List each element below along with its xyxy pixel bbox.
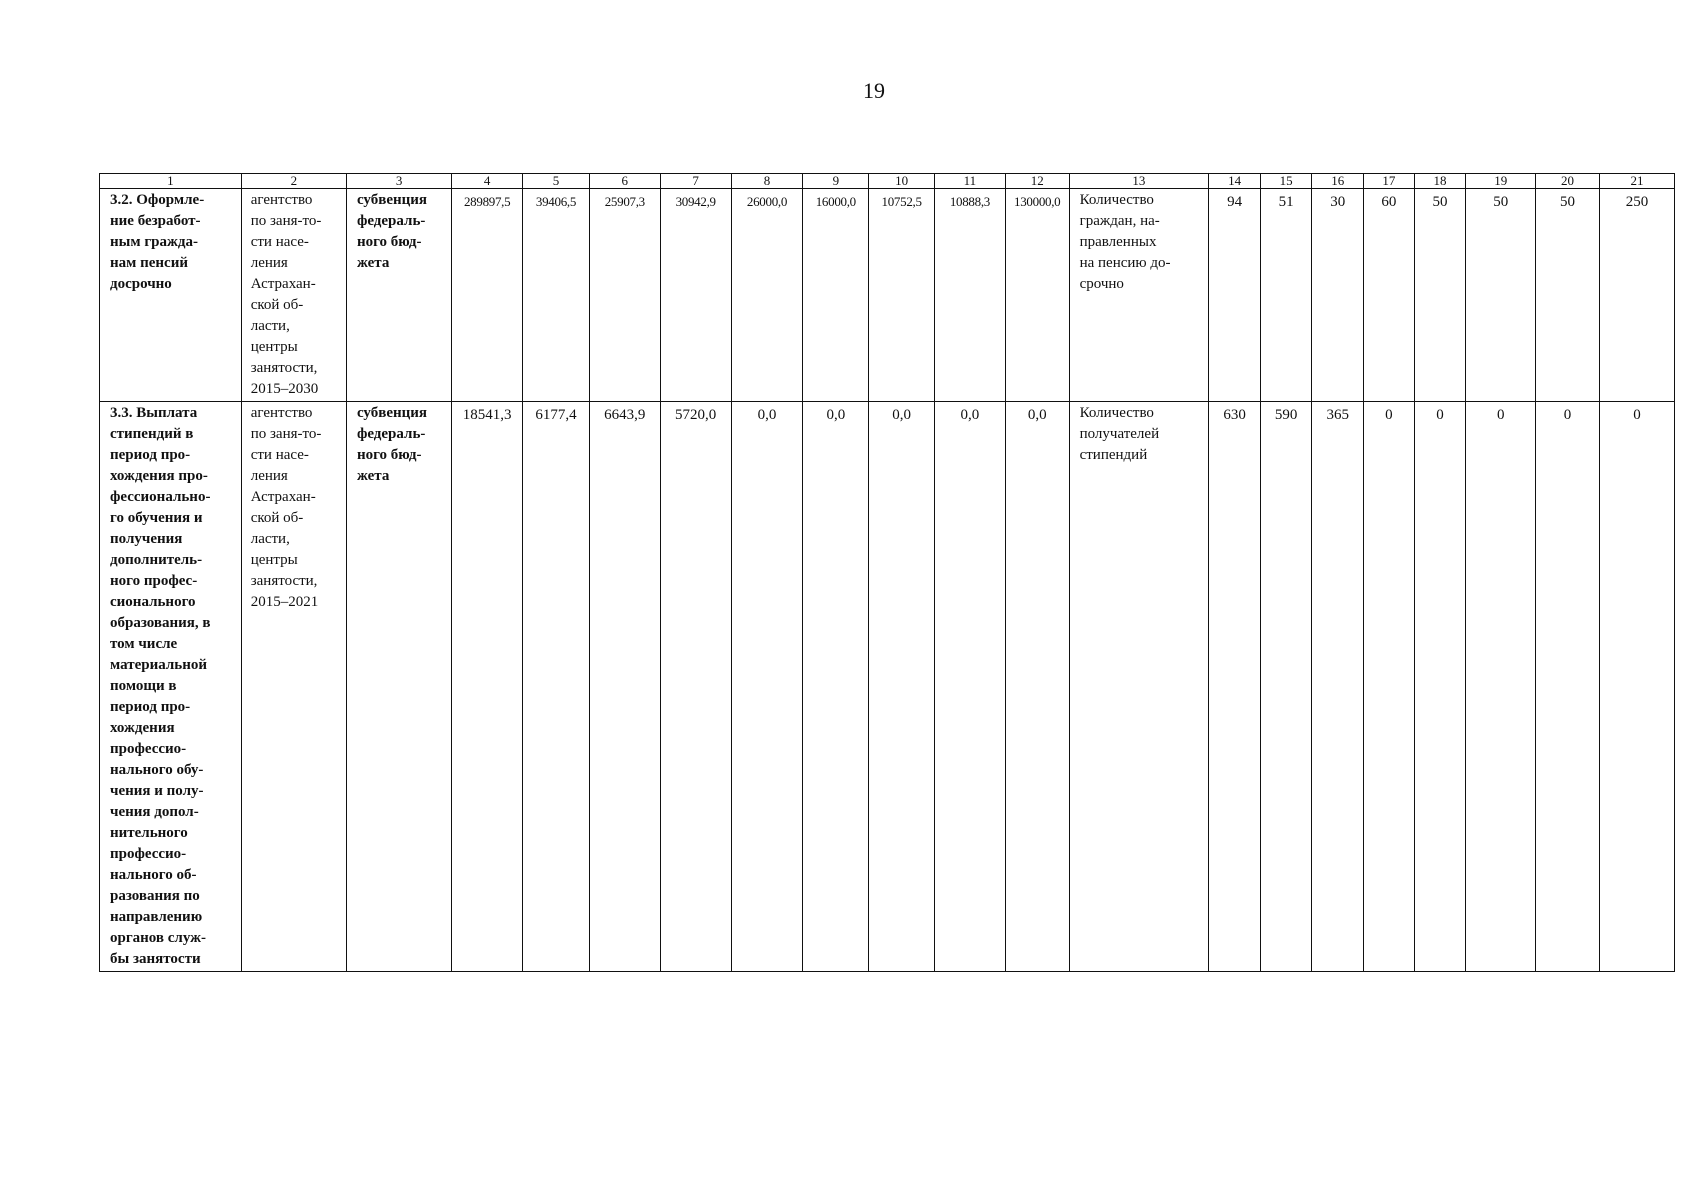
text-line: нительного [110,825,188,841]
indicator-value: 50 [1466,189,1536,402]
indicator-value: 50 [1414,189,1466,402]
column-number: 7 [660,174,731,189]
text-line: правленных [1079,234,1157,250]
column-number: 9 [803,174,869,189]
indicator-value: 365 [1312,402,1364,972]
indicator-value: 250 [1599,189,1674,402]
indicator-value: 94 [1209,189,1261,402]
indicator-value: 0 [1364,402,1415,972]
finance-value: 25907,3 [589,189,660,402]
text-line: федераль- [356,213,426,229]
text-line: помощи в [110,678,177,694]
finance-value: 130000,0 [1005,189,1069,402]
finance-value: 16000,0 [803,189,869,402]
column-number: 2 [241,174,346,189]
indicator-value: 590 [1260,402,1312,972]
indicator-value: 60 [1364,189,1415,402]
column-number: 12 [1005,174,1069,189]
program-measures-table [99,173,1675,972]
text-line: нального об- [110,867,197,883]
finance-value: 0,0 [731,402,803,972]
column-number: 8 [731,174,803,189]
text-line: образования, в [110,615,211,631]
text-line: жета [356,468,390,484]
column-number: 10 [869,174,935,189]
finance-value: 30942,9 [660,189,731,402]
text-line: 3.2. Оформле- [110,192,205,208]
finance-value: 0,0 [1005,402,1069,972]
text-line: получателей [1079,426,1160,442]
text-line: сти насе- [250,234,309,250]
text-line: го обучения и [110,510,203,526]
text-line: чения и полу- [110,783,204,799]
measure-name [100,189,242,402]
column-number: 17 [1364,174,1415,189]
finance-value: 10888,3 [934,189,1005,402]
text-line: хождения [110,720,175,736]
finance-value: 289897,5 [452,189,523,402]
column-number: 4 [452,174,523,189]
text-line: бы занятости [110,951,201,967]
text-line: чения допол- [110,804,199,820]
text-line: агентство [250,405,313,421]
indicator-value: 0 [1599,402,1674,972]
column-number: 20 [1536,174,1600,189]
column-number: 21 [1599,174,1674,189]
column-number: 11 [934,174,1005,189]
column-number: 16 [1312,174,1364,189]
text-line: 2015–2021 [250,594,319,610]
text-line: получения [110,531,183,547]
text-line: нам пенсий [110,255,188,271]
text-line: Количество [1079,192,1154,208]
text-line: занятости, [250,573,318,589]
indicator-value: 51 [1260,189,1312,402]
text-line: хождения про- [110,468,208,484]
table-row [100,189,1675,402]
text-line: органов служ- [110,930,207,946]
text-line: федераль- [356,426,426,442]
indicator-value: 0 [1466,402,1536,972]
measure-name [100,402,242,972]
funding-source-cell [346,189,451,402]
text-line: ного профес- [110,573,198,589]
text-line: ления [250,468,288,484]
text-line: период про- [110,447,191,463]
text-line: граждан, на- [1079,213,1160,229]
finance-value: 18541,3 [452,402,523,972]
column-number: 5 [523,174,590,189]
text-line: ного бюд- [356,234,422,250]
text-line: ской об- [250,297,304,313]
text-line: направлению [110,909,203,925]
text-line: субвенция [356,405,428,421]
text-line: ласти, [250,531,290,547]
text-line: центры [250,552,298,568]
column-number: 14 [1209,174,1261,189]
text-line: ления [250,255,288,271]
text-line: срочно [1079,276,1124,292]
text-line: ской об- [250,510,304,526]
text-line: материальной [110,657,208,673]
finance-value: 6643,9 [589,402,660,972]
text-line: Астрахан- [250,276,316,292]
text-line: стипендий в [110,426,194,442]
indicator-value: 50 [1536,189,1600,402]
text-line: по заня-то- [250,213,322,229]
text-line: ным гражда- [110,234,198,250]
executor-cell [241,402,346,972]
column-number: 18 [1414,174,1466,189]
column-number: 3 [346,174,451,189]
column-number: 15 [1260,174,1312,189]
text-line: Астрахан- [250,489,316,505]
indicator-name [1069,402,1209,972]
finance-value: 26000,0 [731,189,803,402]
indicator-value: 30 [1312,189,1364,402]
text-line: профессио- [110,741,187,757]
text-line: 2015–2030 [250,381,319,397]
text-line: на пенсию до- [1079,255,1171,271]
text-line: профессио- [110,846,187,862]
text-line: дополнитель- [110,552,203,568]
text-line: жета [356,255,390,271]
finance-value: 5720,0 [660,402,731,972]
column-number: 19 [1466,174,1536,189]
column-number: 6 [589,174,660,189]
indicator-value: 0 [1536,402,1600,972]
text-line: по заня-то- [250,426,322,442]
finance-value: 39406,5 [523,189,590,402]
text-line: занятости, [250,360,318,376]
text-line: нального обу- [110,762,204,778]
column-number: 13 [1069,174,1209,189]
text-line: центры [250,339,298,355]
funding-source-cell [346,402,451,972]
text-line: досрочно [110,276,172,292]
finance-value: 0,0 [934,402,1005,972]
table-row [100,402,1675,972]
text-line: Количество [1079,405,1154,421]
finance-value: 10752,5 [869,189,935,402]
text-line: сионального [110,594,196,610]
executor-cell [241,189,346,402]
text-line: период про- [110,699,191,715]
finance-value: 0,0 [869,402,935,972]
column-number-row [100,174,1675,189]
indicator-value: 630 [1209,402,1261,972]
text-line: том числе [110,636,178,652]
text-line: ние безработ- [110,213,201,229]
indicator-name [1069,189,1209,402]
text-line: фессионально- [110,489,211,505]
indicator-value: 0 [1414,402,1466,972]
column-number: 1 [100,174,242,189]
page-number: 19 [863,78,885,103]
finance-value: 0,0 [803,402,869,972]
text-line: сти насе- [250,447,309,463]
text-line: субвенция [356,192,428,208]
text-line: стипендий [1079,447,1148,463]
text-line: разования по [110,888,200,904]
text-line: 3.3. Выплата [110,405,198,421]
text-line: ного бюд- [356,447,422,463]
text-line: агентство [250,192,313,208]
finance-value: 6177,4 [523,402,590,972]
text-line: ласти, [250,318,290,334]
